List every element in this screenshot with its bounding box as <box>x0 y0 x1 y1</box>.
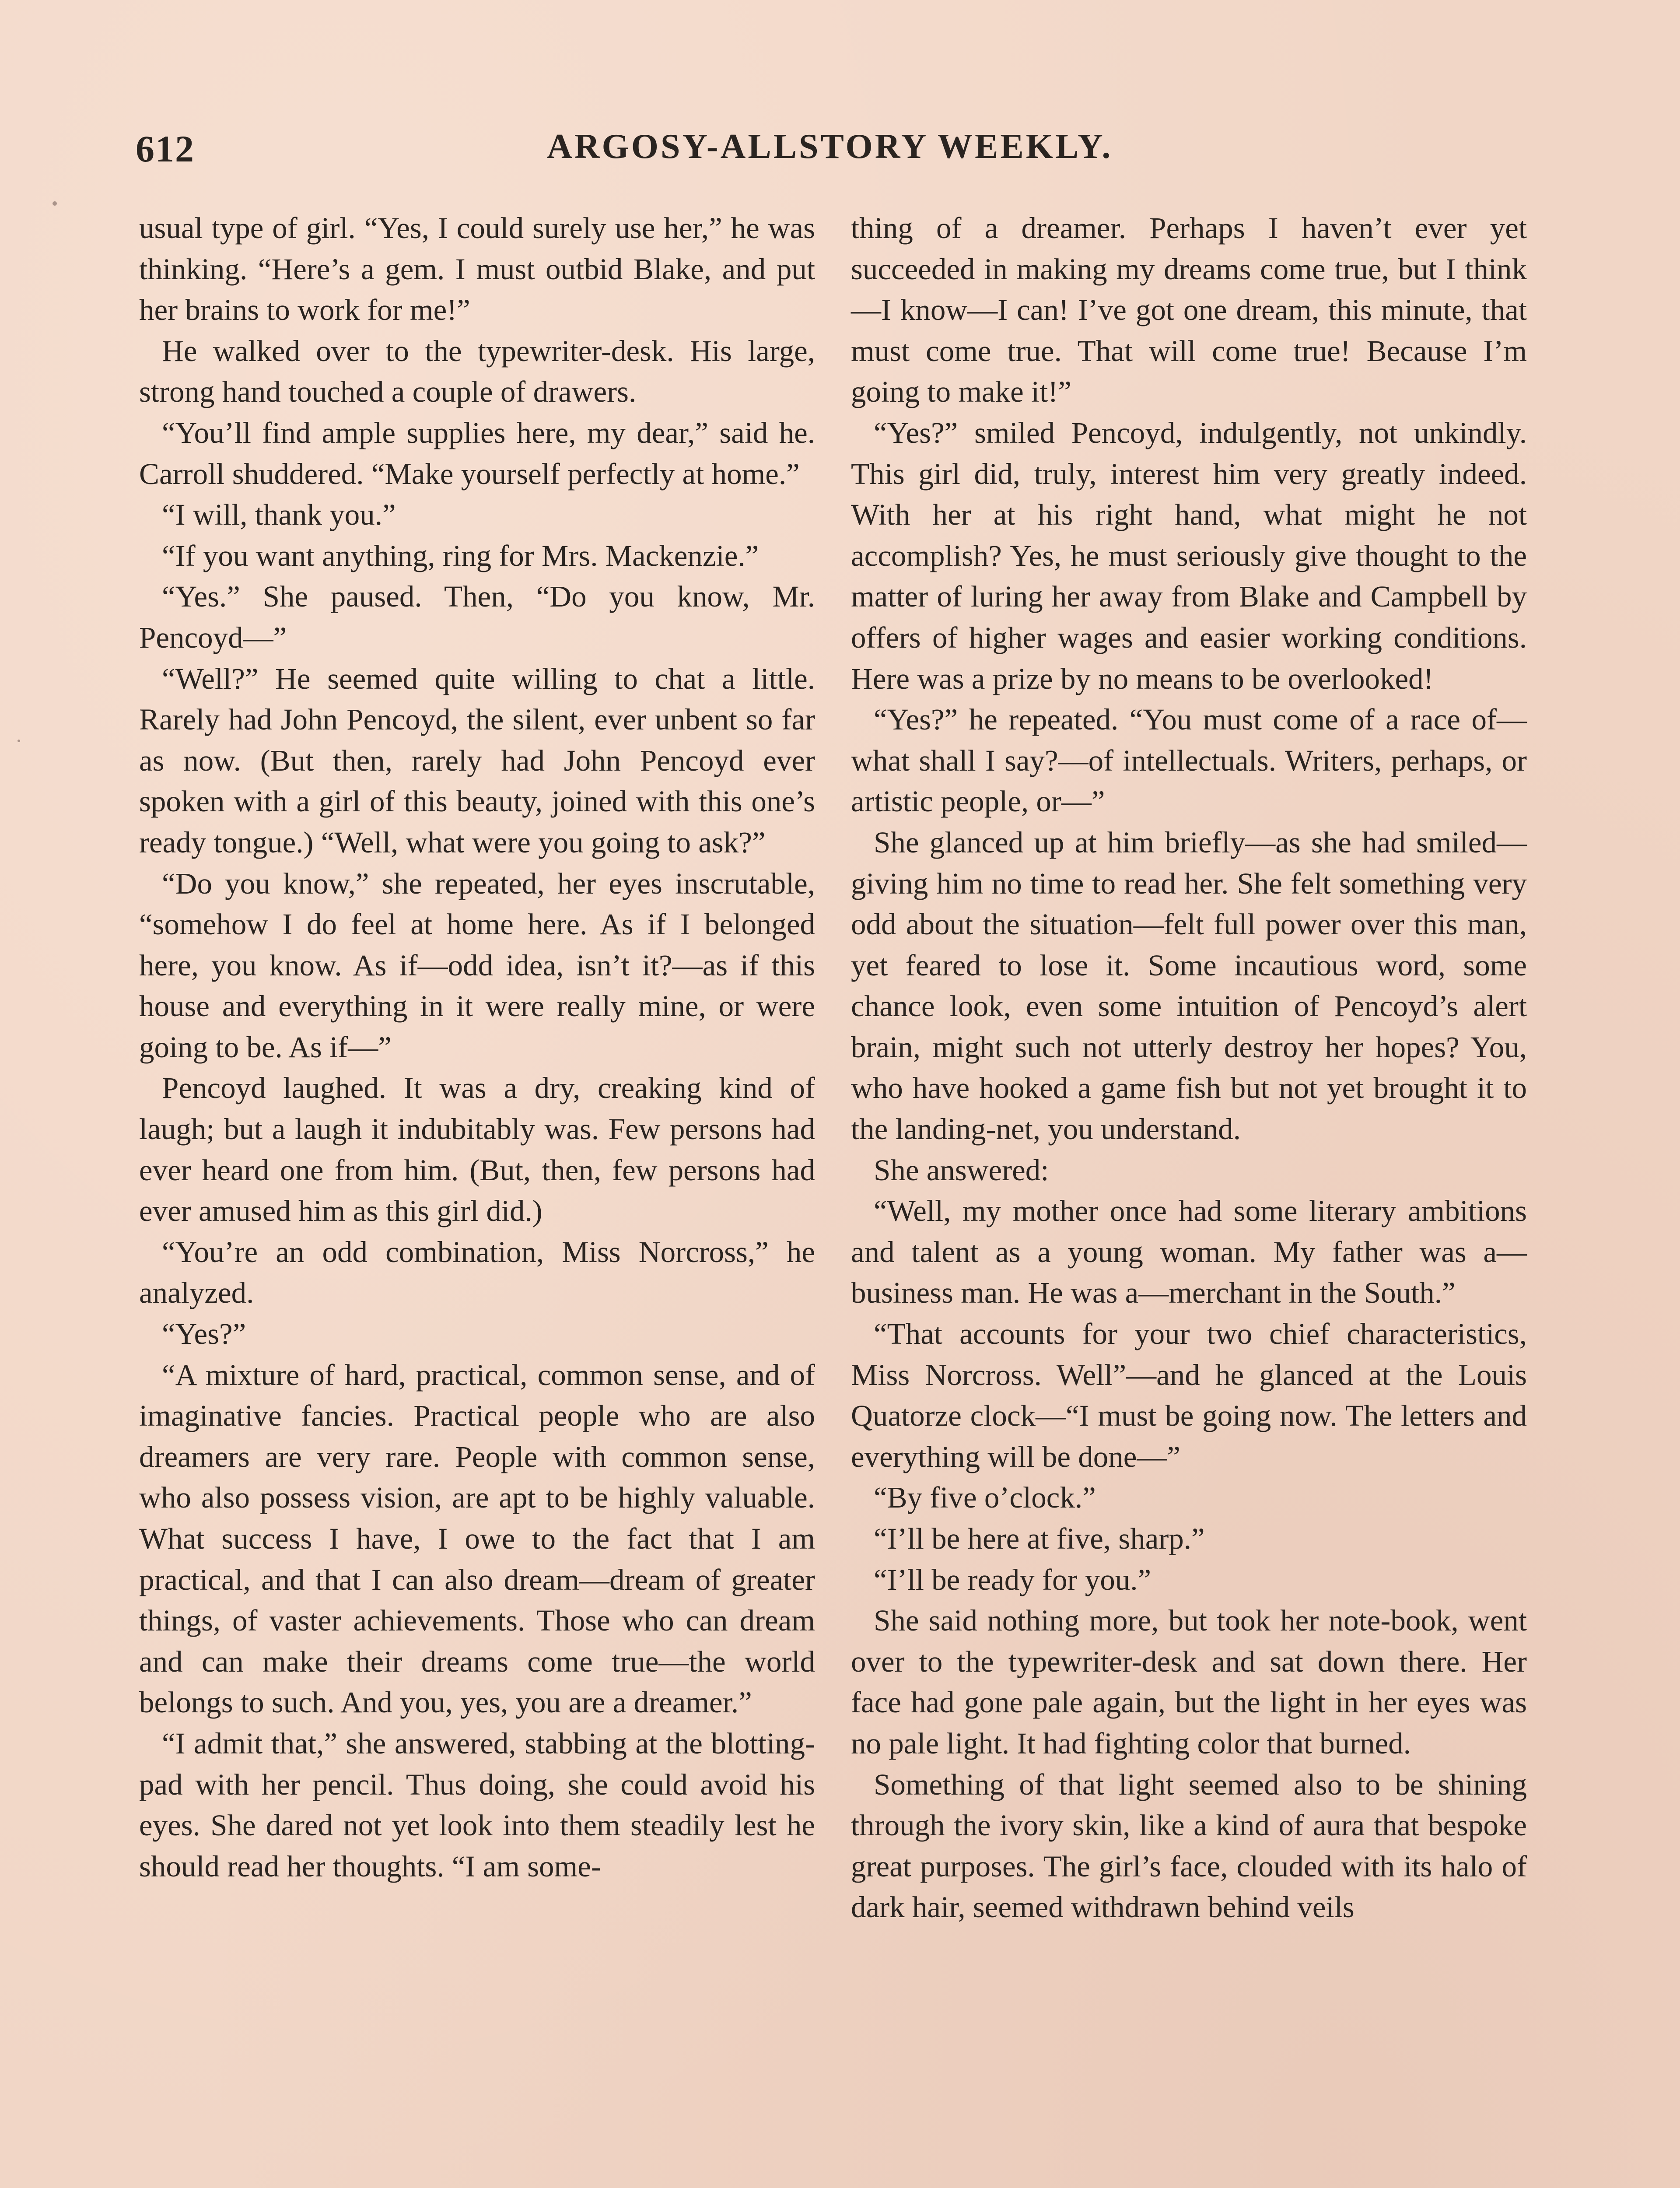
paragraph: “If you want anything, ring for Mrs. Mackenzie.” <box>162 539 759 572</box>
running-head: ARGOSY-ALLSTORY WEEKLY. <box>547 127 1113 166</box>
paragraph: “By five o’clock.” <box>874 1481 1096 1515</box>
paragraph: “You’ll find ample supplies here, my dear,” said he. Carroll shuddered. “Make yourself perfectly at home.” <box>139 416 815 491</box>
paragraph: She answered: <box>874 1153 1049 1187</box>
paragraph: “A mixture of hard, practical, common sense, and of imaginative fancies. Practical people who are also dreamers are very rare. People with common sense, who also possess vision, are apt to be highly valuable. What success I have, I owe to the fact that I am practical, and that I can also dream—dream of greater things, of vaster achievements. Those who can dream and can make their dreams come true—the world belongs to such. And you, yes, you are a dreamer.” <box>139 1358 815 1719</box>
paragraph: “Yes.” She paused. Then, “Do you know, Mr. Pencoyd—” <box>139 580 815 654</box>
page-number: 612 <box>136 128 195 170</box>
paragraph: “I admit that,” she answered, stabbing at the blotting-pad with her pencil. Thus doing, she could avoid his eyes. She dared not yet look into them steadily lest he should read her thoughts. “I am some- <box>139 1726 815 1883</box>
paragraph: “Yes?” smiled Pencoyd, indulgently, not unkindly. This girl did, truly, interest him very greatly indeed. With her at his right hand, what might he not accomplish? Yes, he must seriously give thought to the matter of luring her away from Blake and Campbell by offers of higher wages and easier working conditions. Here was a prize by no means to be overlooked! <box>851 416 1527 695</box>
paper-speck <box>18 740 20 742</box>
paragraph: usual type of girl. “Yes, I could surely use her,” he was thinking. “Here’s a gem. I must outbid Blake, and put her brains to work for me!” <box>139 211 815 327</box>
paragraph: Pencoyd laughed. It was a dry, creaking kind of laugh; but a laugh it indubitably was. Few persons had ever heard one from him. (But, then, few persons had ever amused him as this girl did.) <box>139 1071 815 1228</box>
paragraph: “Well, my mother once had some literary ambitions and talent as a young woman. My father was a—business man. He was a—merchant in the South.” <box>851 1194 1527 1310</box>
paragraph: He walked over to the typewriter-desk. His large, strong hand touched a couple of drawers. <box>139 334 815 409</box>
paragraph: “Yes?” he repeated. “You must come of a race of—what shall I say?—of intellectuals. Writers, perhaps, or artistic people, or—” <box>851 703 1527 818</box>
paragraph: She glanced up at him briefly—as she had smiled—giving him no time to read her. She felt something very odd about the situation—felt full power over this man, yet feared to lose it. Some incautious word, some chance look, even some intuition of Pencoyd’s alert brain, might such not utterly destroy her hopes? You, who have hooked a game fish but not yet brought it to the landing-net, you understand. <box>851 825 1527 1146</box>
paragraph: “That accounts for your two chief characteristics, Miss Norcross. Well”—and he glanced at the Louis Quatorze clock—“I must be going now. The letters and everything will be done—” <box>851 1317 1527 1473</box>
paragraph: “I’ll be ready for you.” <box>874 1563 1152 1596</box>
paragraph: She said nothing more, but took her note-book, went over to the typewriter-desk and sat down there. Her face had gone pale again, but the light in her eyes was no pale light. It had fighting color that burned. <box>851 1604 1527 1760</box>
paragraph: thing of a dreamer. Perhaps I haven’t ever yet succeeded in making my dreams come true, but I think—I know—I can! I’ve got one dream, this minute, that must come true. That will come true! Because I’m going to make it!” <box>851 211 1527 409</box>
paragraph: “Well?” He seemed quite willing to chat a little. Rarely had John Pencoyd, the silent, ever unbent so far as now. (But then, rarely had John Pencoyd ever spoken with a girl of this beauty, joined with this one’s ready tongue.) “Well, what were you going to ask?” <box>139 662 815 859</box>
paper-speck <box>52 201 57 206</box>
page-header <box>136 127 1549 184</box>
paragraph: “I will, thank you.” <box>162 498 396 532</box>
paragraph: Something of that light seemed also to be shining through the ivory skin, like a kind of aura that bespoke great purposes. The girl’s face, clouded with its halo of dark hair, seemed withdrawn behind veils <box>851 1767 1527 1924</box>
right-column <box>851 208 1527 1928</box>
left-column <box>139 208 815 1887</box>
paragraph: “You’re an odd combination, Miss Norcross,” he analyzed. <box>139 1235 815 1310</box>
paragraph: “Do you know,” she repeated, her eyes inscrutable, “somehow I do feel at home here. As if I belonged here, you know. As if—odd idea, isn’t it?—as if this house and everything in it were really mine, or were going to be. As if—” <box>139 866 815 1064</box>
paragraph: “Yes?” <box>162 1317 246 1351</box>
paragraph: “I’ll be here at five, sharp.” <box>874 1522 1205 1555</box>
